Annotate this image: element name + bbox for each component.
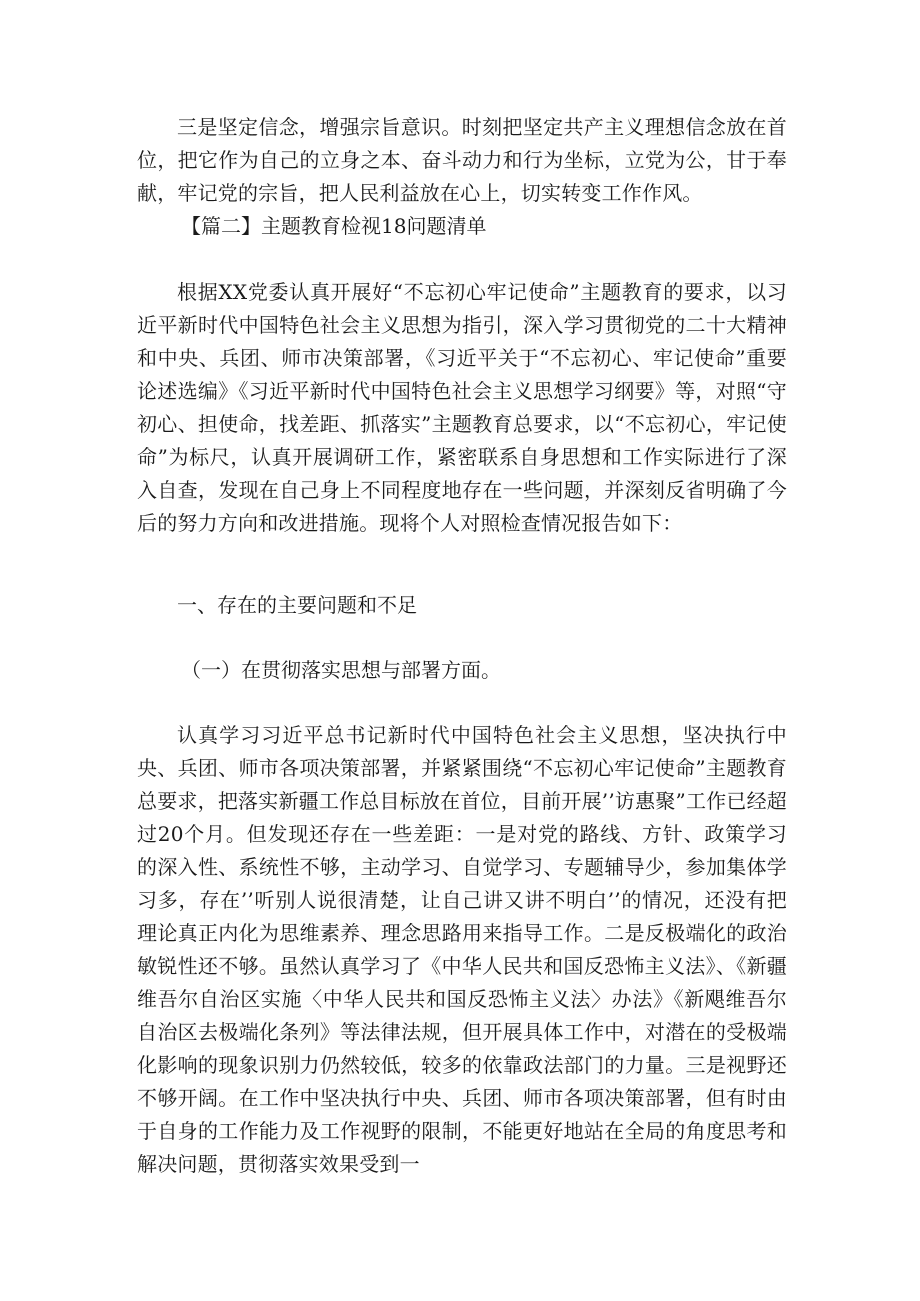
subheading-implementation: （一）在贯彻落实思想与部署方面。 [181, 658, 501, 682]
heading-main-problems: 一、存在的主要问题和不足 [177, 593, 417, 617]
section-title: 【篇二】主题教育检视18问题清单 [181, 214, 487, 238]
paragraph-issues-detail: 认真学习习近平总书记新时代中国特色社会主义思想，坚决执行中央、兵团、师市各项决策部署，并紧紧围绕“不忘初心牢记使命”主题教育总要求，把落实新疆工作总目标放在首位，目前开展’’访惠聚”工作已经超过20个月。但发现还存在一些差距：一是对党的路线、方针、政策学习的深入性、系统性不够，主动学习、自觉学习、专题辅导少，参加集体学习多，存在’’听别人说很清楚，让自己讲又讲不明白’’的情况，还没有把理论真正内化为思维素养、理念思路用来指导工作。二是反极端化的政治敏锐性还不够。虽然认真学习了《中华人民共和国反恐怖主义法》、《新疆维吾尔自治区实施〈中华人民共和国反恐怖主义法〉办法》《新飓维吾尔自治区去极端化条列》等法律法规，但开展具体工作中，对潜在的受极端化影响的现象识别力仍然较低，较多的依靠政法部门的力量。三是视野还不够开阔。在工作中坚决执行中央、兵团、师市各项决策部署，但有时由于自身的工作能力及工作视野的限制，不能更好地站在全局的角度思考和解决问题，贯彻落实效果受到一 [137, 723, 787, 1176]
paragraph-introduction: 根据XX党委认真开展好“不忘初心牢记使命”主题教育的要求，以习近平新时代中国特色社会主义思想为指引，深入学习贯彻党的二十大精神和中央、兵团、师市决策部署，《习近平关于“不忘初心、牢记使命”重要论述选编》《习近平新时代中国特色社会主义思想学习纲要》等，对照“守初心、担使命，找差距、抓落实”主题教育总要求，以“不忘初心，牢记使命”为标尺，认真开展调研工作，紧密联系自身思想和工作实际进行了深入自查，发现在自己身上不同程度地存在一些问题，并深刻反省明确了今后的努力方向和改进措施。现将个人对照检查情况报告如下： [137, 280, 787, 535]
paragraph-strengthen-faith: 三是坚定信念，增强宗旨意识。时刻把坚定共产主义理想信念放在首位，把它作为自己的立身之本、奋斗动力和行为坐标，立党为公，甘于奉献，牢记党的宗旨，把人民利益放在心上，切实转变工作作风。 [137, 115, 787, 205]
